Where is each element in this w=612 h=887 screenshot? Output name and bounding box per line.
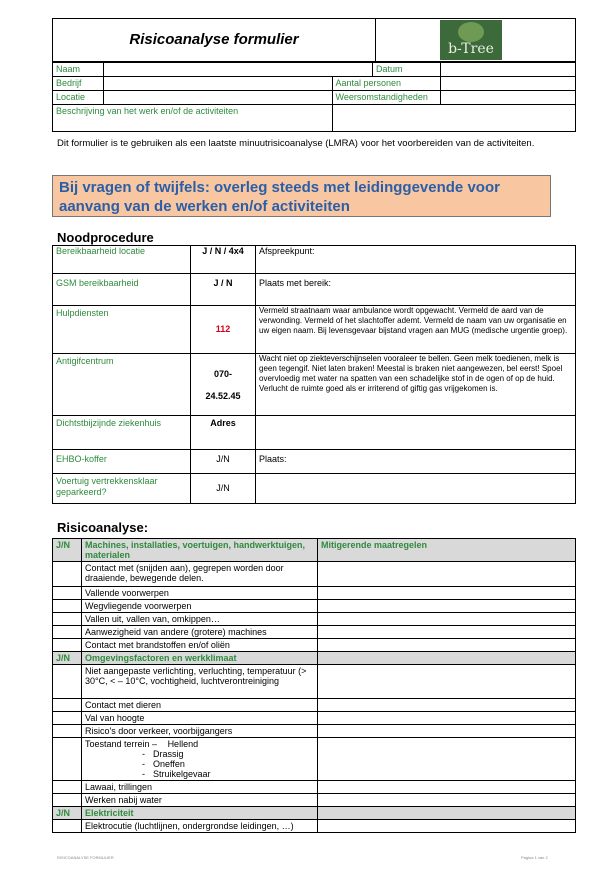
gsm-value: J / N <box>191 274 256 306</box>
jn-cell[interactable] <box>53 600 82 613</box>
jn-cell[interactable] <box>53 699 82 712</box>
risk-item: Elektrocutie (luchtlijnen, ondergrondse leidingen, …) <box>82 820 318 833</box>
jn-cell[interactable] <box>53 820 82 833</box>
antigif-number-line2: 24.52.45 <box>205 390 241 401</box>
locatie-label: Locatie <box>53 91 104 105</box>
risk-item: Risico's door verkeer, voorbijgangers <box>82 725 318 738</box>
ziekenhuis-label: Dichtstbijzijnde ziekenhuis <box>53 416 191 450</box>
page-title: Risicoanalyse formulier <box>52 18 376 62</box>
risk-item: Contact met brandstoffen en/of oliën <box>82 639 318 652</box>
mitigation-cell[interactable] <box>318 712 576 725</box>
cat-spacer <box>318 652 576 665</box>
terrein-opt: Oneffen <box>153 759 185 769</box>
risk-item: Val van hoogte <box>82 712 318 725</box>
terrein-label: Toestand terrein – <box>85 739 158 749</box>
jn-cell[interactable] <box>53 781 82 794</box>
jn-cell[interactable] <box>53 665 82 699</box>
risk-item: Vallen uit, vallen van, omkippen… <box>82 613 318 626</box>
jn-header: J/N <box>53 652 82 665</box>
mitigation-cell[interactable] <box>318 794 576 807</box>
noodprocedure-title: Noodprocedure <box>57 230 154 245</box>
hulpdiensten-value: 112 <box>191 306 256 354</box>
bereikbaarheid-label: Bereikbaarheid locatie <box>53 246 191 274</box>
jn-cell[interactable] <box>53 626 82 639</box>
voertuig-value: J/N <box>191 474 256 504</box>
mitigation-cell[interactable] <box>318 562 576 587</box>
tree-icon <box>458 22 484 42</box>
terrein-opt: Hellend <box>167 739 199 749</box>
risk-item: Werken nabij water <box>82 794 318 807</box>
intro-text: Dit formulier is te gebruiken als een laatste minuutrisicoanalyse (LMRA) voor het voorbereiden van de activiteiten. <box>57 138 535 149</box>
risk-item: Niet aangepaste verlichting, verluchting, temperatuur (> 30°C, < – 10°C, vochtigheid, luchtverontreiniging <box>82 665 318 699</box>
ziekenhuis-field[interactable] <box>256 416 576 450</box>
bedrijf-label: Bedrijf <box>53 77 104 91</box>
cat-machines: Machines, installaties, voertuigen, handwerktuigen, materialen <box>82 539 318 562</box>
terrein-opt: Struikelgevaar <box>153 769 211 779</box>
cat-omgeving: Omgevingsfactoren en werkklimaat <box>82 652 318 665</box>
naam-label: Naam <box>53 63 104 77</box>
antigifcentrum-value <box>191 354 256 416</box>
terrein-opt: Drassig <box>153 749 184 759</box>
btree-logo <box>440 20 502 60</box>
ehbo-plaats-field[interactable]: Plaats: <box>256 450 576 474</box>
afspreekpunt-field[interactable]: Afspreekpunt: <box>256 246 576 274</box>
beschrijving-label: Beschrijving van het werk en/of de activiteiten <box>53 105 333 132</box>
gsm-label: GSM bereikbaarheid <box>53 274 191 306</box>
locatie-field[interactable] <box>104 91 333 105</box>
weersomstandigheden-label: Weersomstandigheden <box>332 91 441 105</box>
risicoanalyse-table <box>52 538 576 833</box>
mitigation-cell[interactable] <box>318 587 576 600</box>
jn-cell[interactable] <box>53 639 82 652</box>
alert-banner: Bij vragen of twijfels: overleg steeds met leidinggevende voor aanvang van de werken en/of activiteiten <box>52 175 551 217</box>
mitigation-cell[interactable] <box>318 781 576 794</box>
mitigation-cell[interactable] <box>318 639 576 652</box>
mitigation-cell[interactable] <box>318 665 576 699</box>
naam-field[interactable] <box>104 63 373 77</box>
datum-label: Datum <box>373 63 441 77</box>
footer-left: RISICOANALYSE FORMULIER <box>57 855 114 860</box>
cat-elektriciteit: Elektriciteit <box>82 807 318 820</box>
antigifcentrum-label: Antigifcentrum <box>53 354 191 416</box>
jn-header: J/N <box>53 539 82 562</box>
jn-header: J/N <box>53 807 82 820</box>
datum-field[interactable] <box>441 63 576 77</box>
risicoanalyse-title: Risicoanalyse: <box>57 520 149 535</box>
jn-cell[interactable] <box>53 725 82 738</box>
antigifcentrum-text: Wacht niet op ziekteverschijnselen vooraleer te bellen. Geen melk toedienen, melk is geen tegengif. Niet laten braken! Meestal is braken niet aangewezen, bel eerst! Spoel overvloedig met water na spatten van een schadelijke stof in de ogen of op de huid. Verlucht de ruimte goed als er irriterend of giftig gas vrijgekomen is. <box>256 354 576 416</box>
voertuig-label: Voertuig vertrekkensklaar geparkeerd? <box>53 474 191 504</box>
risk-item: Contact met dieren <box>82 699 318 712</box>
jn-cell[interactable] <box>53 712 82 725</box>
terrein-item: Toestand terrein – Hellend - Drassig - Oneffen - Struikelgevaar <box>82 738 318 781</box>
cat-spacer <box>318 807 576 820</box>
noodprocedure-table <box>52 245 576 504</box>
footer-right: Pagina 1 van 2 <box>521 855 548 860</box>
risk-item: Vallende voorwerpen <box>82 587 318 600</box>
mitigation-cell[interactable] <box>318 820 576 833</box>
jn-cell[interactable] <box>53 794 82 807</box>
mitigation-cell[interactable] <box>318 725 576 738</box>
mitigation-cell[interactable] <box>318 626 576 639</box>
bereikbaarheid-value: J / N / 4x4 <box>191 246 256 274</box>
voertuig-field[interactable] <box>256 474 576 504</box>
jn-cell[interactable] <box>53 613 82 626</box>
risk-item: Lawaai, trillingen <box>82 781 318 794</box>
jn-cell[interactable] <box>53 562 82 587</box>
mitigation-cell[interactable] <box>318 699 576 712</box>
hulpdiensten-text: Vermeld straatnaam waar ambulance wordt opgewacht. Vermeld de aard van de verwonding. Vermeld of het slachtoffer ademt. Vermeld de naam van uw organisatie en uw eigen naam. Bij levensgevaar bijstand vragen aan MUG (medische urgentie groep). <box>256 306 576 354</box>
plaats-bereik-field[interactable]: Plaats met bereik: <box>256 274 576 306</box>
risk-item: Aanwezigheid van andere (grotere) machines <box>82 626 318 639</box>
aantal-personen-field[interactable] <box>441 77 576 91</box>
mitigation-cell[interactable] <box>318 613 576 626</box>
antigif-number-line1: 070- <box>213 368 232 379</box>
bedrijf-field[interactable] <box>104 77 333 91</box>
mitigation-cell[interactable] <box>318 600 576 613</box>
jn-cell[interactable] <box>53 587 82 600</box>
ehbo-label: EHBO-koffer <box>53 450 191 474</box>
risk-item: Contact met (snijden aan), gegrepen worden door draaiende, bewegende delen. <box>82 562 318 587</box>
mitigerend-header: Mitigerende maatregelen <box>318 539 576 562</box>
ehbo-value: J/N <box>191 450 256 474</box>
info-table <box>52 62 576 132</box>
hulpdiensten-label: Hulpdiensten <box>53 306 191 354</box>
risk-item: Wegvliegende voorwerpen <box>82 600 318 613</box>
weersomstandigheden-field[interactable] <box>441 91 576 105</box>
mitigation-cell[interactable] <box>318 738 576 781</box>
jn-cell[interactable] <box>53 738 82 781</box>
aantal-personen-label: Aantal personen <box>332 77 441 91</box>
ziekenhuis-value: Adres <box>191 416 256 450</box>
beschrijving-field[interactable] <box>332 105 576 132</box>
logo-text: b-Tree <box>448 41 494 57</box>
